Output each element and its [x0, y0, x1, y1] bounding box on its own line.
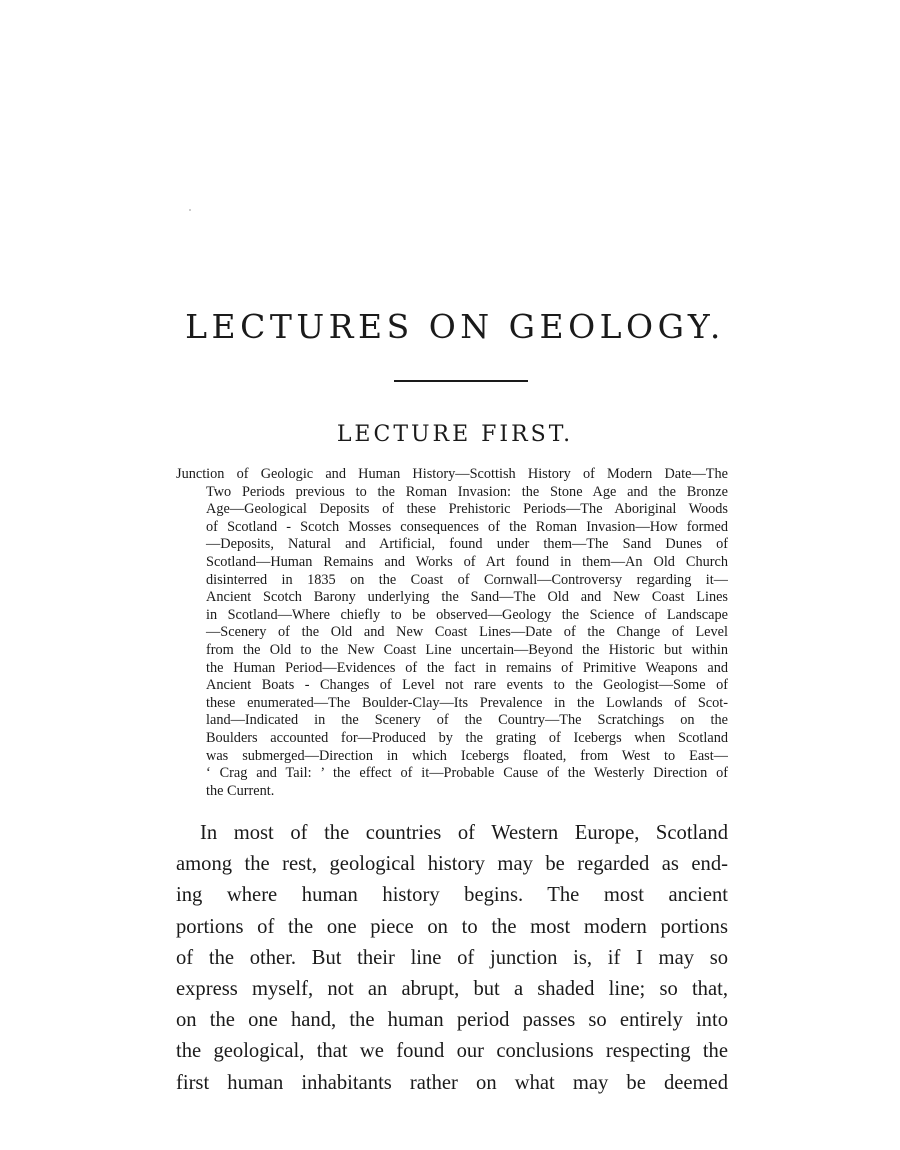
- synopsis-line: Two Periods previous to the Roman Invasion: the Stone Age and the Bronze: [206, 483, 728, 500]
- body-line: on the one hand, the human period passes so entirely into: [176, 1009, 728, 1032]
- body-paragraph: [176, 818, 728, 1099]
- page-title: LECTURES ON GEOLOGY.: [185, 307, 725, 346]
- synopsis-line: —Scenery of the Old and New Coast Lines—Date of the Change of Level: [206, 624, 728, 641]
- synopsis-line: the Current.: [206, 782, 275, 799]
- lecture-synopsis: [176, 466, 728, 800]
- body-line: portions of the one piece on to the most modern portions: [176, 915, 728, 938]
- paper-speck: [189, 209, 191, 211]
- body-line: of the other. But their line of junction is, if I may so: [176, 946, 728, 969]
- synopsis-line: Boulders accounted for—Produced by the grating of Icebergs when Scotland: [206, 729, 728, 746]
- body-line: ing where human history begins. The most ancient: [176, 884, 728, 907]
- synopsis-line: in Scotland—Where chiefly to be observed—Geology the Science of Landscape: [206, 606, 728, 623]
- synopsis-line: Ancient Boats - Changes of Level not rare events to the Geologist—Some of: [206, 677, 728, 694]
- body-line: In most of the countries of Western Europe, Scotland: [200, 822, 728, 844]
- synopsis-line: Ancient Scotch Barony underlying the Sand—The Old and New Coast Lines: [206, 589, 728, 606]
- synopsis-line: of Scotland - Scotch Mosses consequences of the Roman Invasion—How formed: [206, 518, 728, 535]
- body-line: first human inhabitants rather on what may be deemed: [176, 1071, 728, 1094]
- synopsis-line: —Deposits, Natural and Artificial, found under them—The Sand Dunes of: [206, 536, 728, 553]
- synopsis-line: from the Old to the New Coast Line uncertain—Beyond the Historic but within: [206, 641, 728, 658]
- body-line: express myself, not an abrupt, but a shaded line; so that,: [176, 977, 728, 1000]
- synopsis-line: land—Indicated in the Scenery of the Country—The Scratchings on the: [206, 712, 728, 729]
- body-line: the geological, that we found our conclusions respecting the: [176, 1040, 728, 1063]
- synopsis-line: disinterred in 1835 on the Coast of Cornwall—Controversy regarding it—: [206, 571, 728, 588]
- body-line: among the rest, geological history may be regarded as end-: [176, 853, 728, 876]
- synopsis-line: ‘ Crag and Tail: ’ the effect of it—Probable Cause of the Westerly Direction of: [206, 765, 728, 782]
- synopsis-line: was submerged—Direction in which Icebergs floated, from West to East—: [206, 747, 728, 764]
- synopsis-line: Scotland—Human Remains and Works of Art found in them—An Old Church: [206, 553, 728, 570]
- synopsis-line: these enumerated—The Boulder-Clay—Its Prevalence in the Lowlands of Scot-: [206, 694, 728, 711]
- synopsis-line: Age—Geological Deposits of these Prehistoric Periods—The Aboriginal Woods: [206, 501, 728, 518]
- synopsis-line: Junction of Geologic and Human History—Scottish History of Modern Date—The: [176, 466, 728, 482]
- title-divider: [394, 380, 528, 382]
- lecture-heading: LECTURE FIRST.: [336, 422, 574, 447]
- synopsis-line: the Human Period—Evidences of the fact in remains of Primitive Weapons and: [206, 659, 728, 676]
